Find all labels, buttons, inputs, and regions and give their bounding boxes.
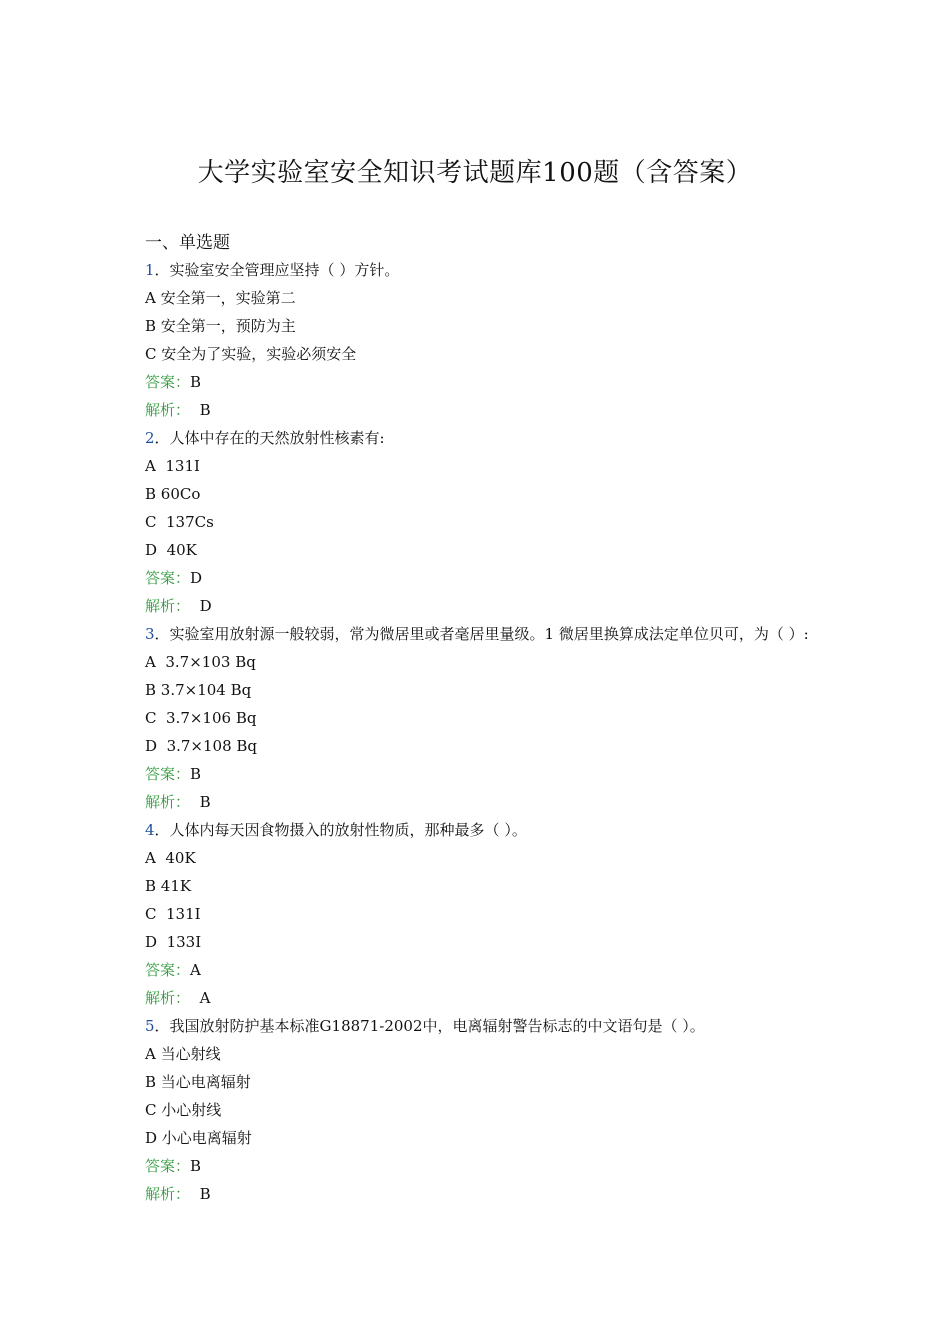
answer-value: B [190,1157,202,1175]
question-text: ．实验室安全管理应坚持（ ）方针。 [154,261,400,279]
question-number: 4 [145,821,155,839]
answer-value: D [190,569,203,587]
question-number: 1 [145,261,155,279]
answer-label: 答案： [145,1157,191,1175]
question-block [145,620,825,816]
question-text: ．人体内每天因食物摄入的放射性物质，那种最多（ ）。 [154,821,527,839]
section-heading: 一、单选题 [145,233,230,253]
answer-label: 答案： [145,569,191,587]
option-d: D 小心电离辐射 [145,1129,252,1147]
analysis-label: 解析： [145,1185,191,1203]
analysis-value: B [199,1185,211,1203]
analysis-value: B [199,793,211,811]
question-block [145,424,825,620]
analysis-line [145,1180,825,1208]
analysis-line [145,396,825,424]
question-stem [145,620,825,648]
question-stem [145,816,825,844]
question-number: 5 [145,1017,155,1035]
option-b: B 41K [145,877,192,895]
option-a: A 安全第一，实验第二 [145,289,296,307]
option-b: B 3.7×104 Bq [145,681,252,699]
question-block [145,816,825,1012]
answer-label: 答案： [145,373,191,391]
question-block [145,1012,825,1208]
option-c: C 3.7×106 Bq [145,709,257,727]
analysis-value: B [199,401,211,419]
option-c: C 137Cs [145,513,214,531]
question-text: ．实验室用放射源一般较弱，常为微居里或者毫居里量级。1 微居里换算成法定单位贝可，为（ ）: [154,625,809,643]
question-block [145,256,825,424]
option-c: C 安全为了实验，实验必须安全 [145,345,357,363]
option-b: B 当心电离辐射 [145,1073,251,1091]
analysis-value: D [199,597,212,615]
analysis-label: 解析： [145,597,191,615]
option-a: A 当心射线 [145,1045,221,1063]
option-a: A 3.7×103 Bq [145,653,256,671]
question-text: ．我国放射防护基本标准G18871-2002中，电离辐射警告标志的中文语句是（ ）。 [154,1017,705,1035]
answer-label: 答案： [145,765,191,783]
question-text: ．人体中存在的天然放射性核素有: [154,429,385,447]
option-d: D 133I [145,933,202,951]
question-stem [145,424,825,452]
option-a: A 40K [145,849,196,867]
question-number: 2 [145,429,155,447]
answer-line [145,956,825,984]
option-c: C 小心射线 [145,1101,222,1119]
question-stem [145,256,825,284]
analysis-label: 解析： [145,401,191,419]
answer-value: B [190,373,202,391]
option-d: D 3.7×108 Bq [145,737,258,755]
analysis-label: 解析： [145,793,191,811]
option-d: D 40K [145,541,197,559]
analysis-line [145,984,825,1012]
option-a: A 131I [145,457,200,475]
question-stem [145,1012,825,1040]
answer-line [145,368,825,396]
option-c: C 131I [145,905,201,923]
question-list [145,230,825,1208]
answer-line [145,564,825,592]
answer-line [145,1152,825,1180]
answer-line [145,760,825,788]
analysis-line [145,788,825,816]
answer-value: A [190,961,201,979]
answer-value: B [190,765,202,783]
document-title: 大学实验室安全知识考试题库100题（含答案） [197,158,753,188]
analysis-value: A [199,989,211,1007]
question-number: 3 [145,625,155,643]
option-b: B 60Co [145,485,201,503]
option-b: B 安全第一，预防为主 [145,317,296,335]
analysis-label: 解析： [145,989,191,1007]
answer-label: 答案： [145,961,191,979]
analysis-line [145,592,825,620]
